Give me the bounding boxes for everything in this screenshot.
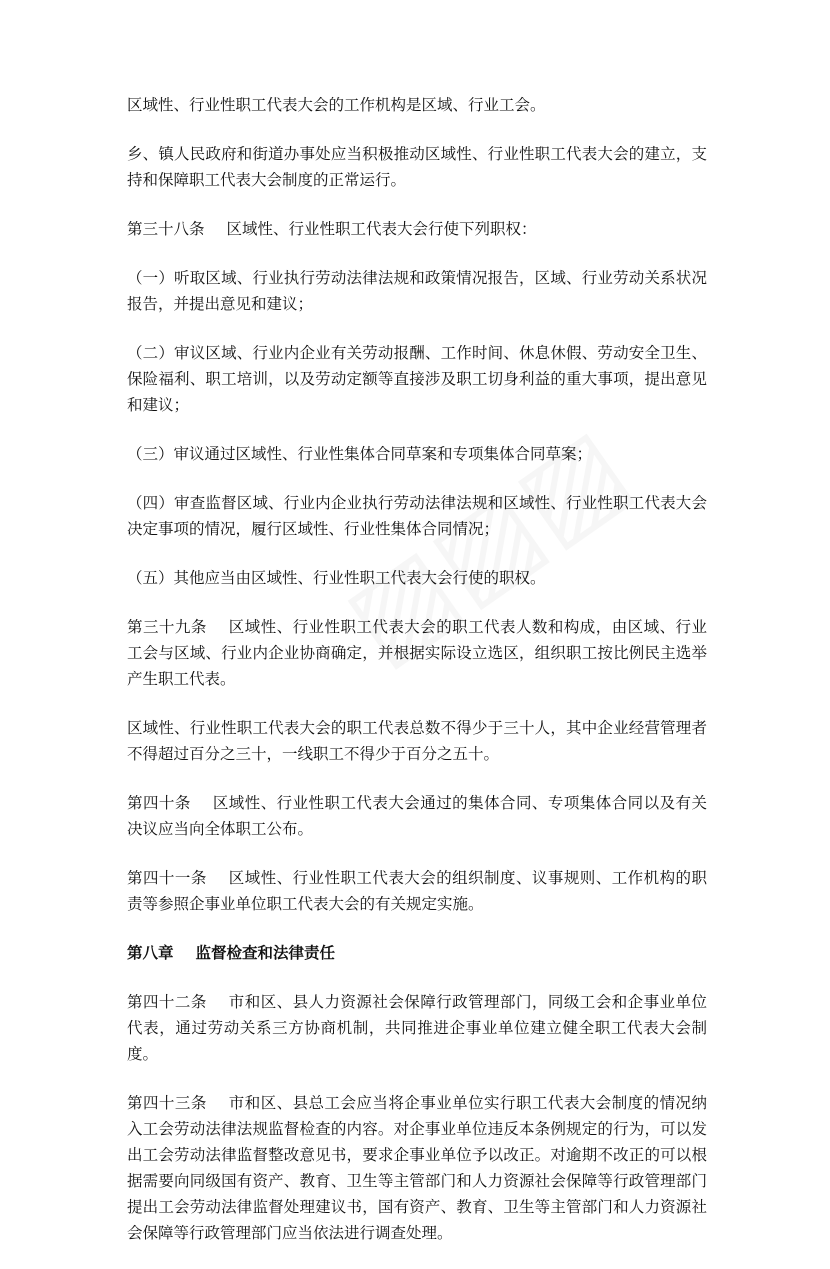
paragraph: 区域性、行业性职工代表大会的工作机构是区域、行业工会。 (127, 96, 546, 114)
article-41 (127, 865, 707, 917)
article-number: 第四十条 (127, 794, 191, 812)
article-text: 市和区、县总工会应当将企事业单位实行职工代表大会制度的情况纳入工会劳动法律法规监督检查的内容。对企事业单位违反本条例规定的行为，可以发出工会劳动法律监督整改意见书，要求企事业单位予以改正。对逾期不改正的可以根据需要向同级国有资产、教育、卫生等主管部门和人力资源社会保障等行政管理部门提出工会劳动法律监督处理建议书，国有资产、教育、卫生等主管部门和人力资源社会保障等行政管理部门应当依法进行调查处理。 (127, 1094, 707, 1242)
chapter-number: 第八章 (127, 943, 174, 962)
article-number: 第四十二条 (127, 993, 207, 1011)
chapter-title: 监督检查和法律责任 (195, 943, 336, 962)
article-text: 区域性、行业性职工代表大会通过的集体合同、专项集体合同以及有关决议应当向全体职工公布。 (127, 794, 707, 838)
article-text: 区域性、行业性职工代表大会的职工代表人数和构成，由区域、行业工会与区域、行业内企业协商确定，并根据实际设立选区，组织职工按比例民主选举产生职工代表。 (127, 618, 707, 688)
list-item: （四）审查监督区域、行业内企业执行劳动法律法规和区域性、行业性职工代表大会决定事项的情况，履行区域性、行业性集体合同情况； (127, 494, 707, 538)
article-42 (127, 989, 707, 1067)
article-number: 第三十九条 (127, 618, 207, 636)
chapter-heading (127, 940, 707, 966)
list-item: （五）其他应当由区域性、行业性职工代表大会行使的职权。 (127, 569, 546, 587)
article-text: 区域性、行业性职工代表大会行使下列职权： (226, 220, 537, 238)
paragraph: 区域性、行业性职工代表大会的职工代表总数不得少于三十人，其中企业经营管理者不得超过百分之三十，一线职工不得少于百分之五十。 (127, 719, 707, 763)
list-item: （三）审议通过区域性、行业性集体合同草案和专项集体合同草案； (127, 445, 593, 463)
article-number: 第四十一条 (127, 869, 207, 887)
article-text: 区域性、行业性职工代表大会的组织制度、议事规则、工作机构的职责等参照企事业单位职工代表大会的有关规定实施。 (127, 869, 707, 913)
article-text: 市和区、县人力资源社会保障行政管理部门，同级工会和企事业单位代表，通过劳动关系三方协商机制，共同推进企事业单位建立健全职工代表大会制度。 (127, 993, 707, 1063)
article-39 (127, 614, 707, 692)
list-item: （一）听取区域、行业执行劳动法律法规和政策情况报告，区域、行业劳动关系状况报告，并提出意见和建议； (127, 269, 707, 313)
list-item: （二）审议区域、行业内企业有关劳动报酬、工作时间、休息休假、劳动安全卫生、保险福利、职工培训，以及劳动定额等直接涉及职工切身利益的重大事项，提出意见和建议； (127, 344, 707, 414)
article-38 (127, 216, 707, 242)
document-page (127, 92, 707, 1269)
paragraph: 乡、镇人民政府和街道办事处应当积极推动区域性、行业性职工代表大会的建立，支持和保障职工代表大会制度的正常运行。 (127, 145, 707, 189)
article-number: 第三十八条 (127, 220, 205, 238)
article-number: 第四十三条 (127, 1094, 207, 1112)
article-43 (127, 1090, 707, 1246)
article-40 (127, 790, 707, 842)
